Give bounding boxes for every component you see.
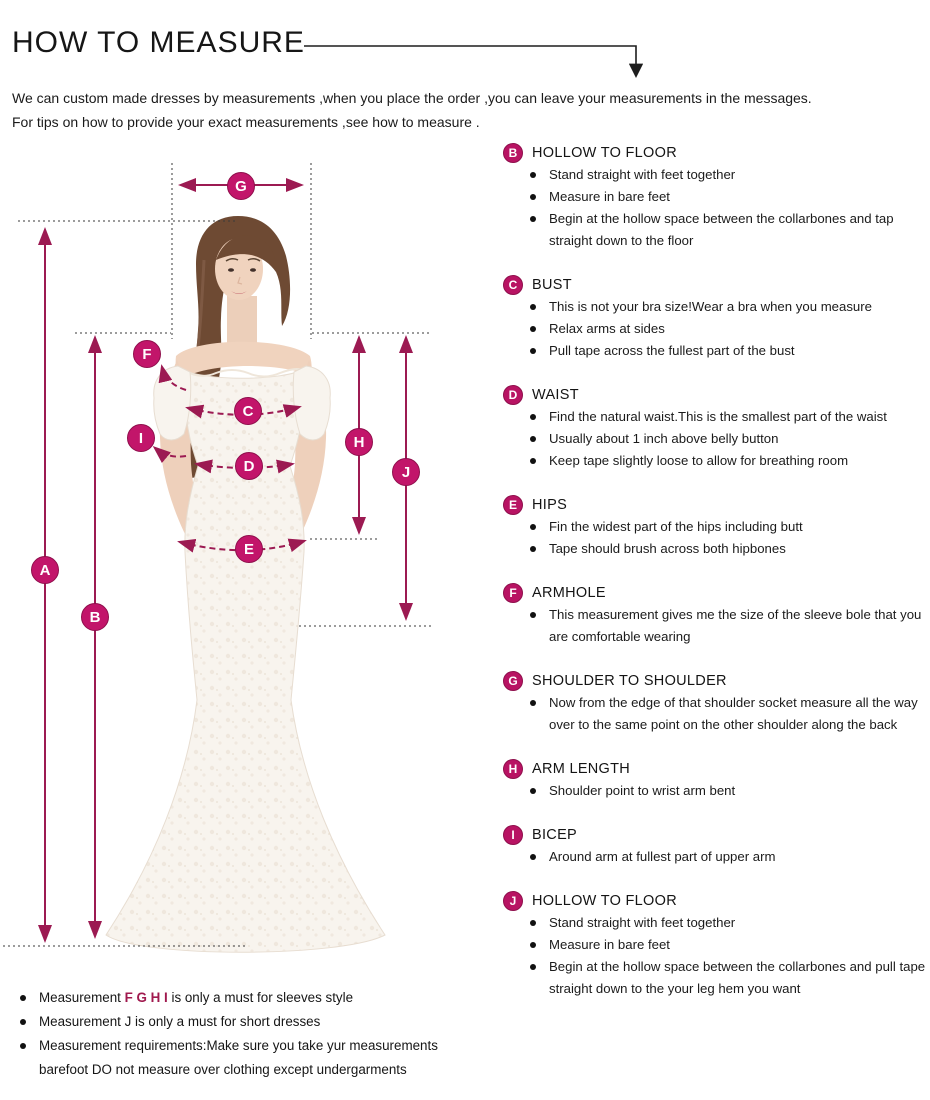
page-title: HOW TO MEASURE [12,26,305,59]
bullet-dot [530,524,536,530]
diagram-label-i: I [127,424,155,452]
diagram-label-h: H [345,428,373,456]
note-sleeves-style: Measurement F G H I is only a must for sleeves style [20,986,470,1010]
highlight-letters: F G H I [124,990,168,1005]
diagram-label-d: D [235,452,263,480]
list-item: Stand straight with feet together [530,164,930,186]
intro-text [12,86,912,134]
bullet-dot [530,546,536,552]
list-item: Fin the widest part of the hips including butt [530,516,930,538]
section-badge-h: H [503,759,523,779]
section-armhole [503,582,930,648]
section-title: HOLLOW TO FLOOR [532,145,677,161]
bullet-dot [20,1043,26,1049]
intro-line-2: For tips on how to provide your exact measurements ,see how to measure . [12,114,480,130]
section-badge-d: D [503,385,523,405]
bullet-dot [530,172,536,178]
list-item: Pull tape across the fullest part of the bust [530,340,930,362]
list-item: Stand straight with feet together [530,912,930,934]
list-item: Tape should brush across both hipbones [530,538,930,560]
dashed-arrows [155,367,304,550]
list-item: This is not your bra size!Wear a bra when you measure [530,296,930,318]
section-hollow-to-floor-j [503,890,930,1000]
bullet-dot [530,304,536,310]
section-badge-e: E [503,495,523,515]
section-arm-length [503,758,930,802]
list-item: Begin at the hollow space between the collarbones and pull tape straight down to the your leg hem you want [530,956,930,1000]
title-pointer-arrow [298,36,653,84]
measurement-notes [20,986,470,1082]
bullet-dot [530,788,536,794]
bullet-dot [530,326,536,332]
section-hollow-to-floor-b [503,142,930,252]
dotted-guides [3,163,433,946]
bullet-dot [530,964,536,970]
diagram-label-c: C [234,397,262,425]
section-bust [503,274,930,362]
diagram-label-g: G [227,172,255,200]
bullet-dot [20,995,26,1001]
note-short-dresses: Measurement J is only a must for short dresses [20,1010,470,1034]
list-item: Shoulder point to wrist arm bent [530,780,930,802]
diagram-label-b: B [81,603,109,631]
measurement-instructions [503,142,930,1022]
note-requirements: Measurement requirements:Make sure you take yur measurements barefoot DO not measure over clothing except undergarments [20,1034,470,1082]
section-title: BICEP [532,827,578,843]
diagram-label-e: E [235,535,263,563]
section-title: HIPS [532,497,568,513]
section-badge-g: G [503,671,523,691]
section-title: ARMHOLE [532,585,606,601]
intro-line-1: We can custom made dresses by measurements ,when you place the order ,you can leave your measurements in the messages. [12,90,812,106]
bullet-dot [530,348,536,354]
diagram-label-j: J [392,458,420,486]
section-shoulder-to-shoulder [503,670,930,736]
section-title: BUST [532,277,572,293]
solid-arrows [45,185,406,940]
section-badge-b: B [503,143,523,163]
bullet-dot [530,942,536,948]
diagram-label-f: F [133,340,161,368]
list-item: Around arm at fullest part of upper arm [530,846,930,868]
diagram-label-a: A [31,556,59,584]
list-item: Begin at the hollow space between the collarbones and tap straight down to the floor [530,208,930,252]
section-badge-c: C [503,275,523,295]
measurement-diagram [0,140,480,972]
bullet-dot [20,1019,26,1025]
section-badge-j: J [503,891,523,911]
section-bicep [503,824,930,868]
bullet-dot [530,194,536,200]
bullet-dot [530,854,536,860]
bullet-dot [530,414,536,420]
list-item: Keep tape slightly loose to allow for breathing room [530,450,930,472]
bullet-dot [530,436,536,442]
bullet-dot [530,216,536,222]
list-item: Usually about 1 inch above belly button [530,428,930,450]
list-item: Now from the edge of that shoulder socket measure all the way over to the same point on the other shoulder along the back [530,692,930,736]
section-hips [503,494,930,560]
list-item: Find the natural waist.This is the smallest part of the waist [530,406,930,428]
list-item: This measurement gives me the size of the sleeve bole that you are comfortable wearing [530,604,930,648]
section-waist [503,384,930,472]
list-item: Measure in bare feet [530,934,930,956]
list-item: Relax arms at sides [530,318,930,340]
section-title: ARM LENGTH [532,761,631,777]
section-title: HOLLOW TO FLOOR [532,893,677,909]
bullet-dot [530,458,536,464]
section-badge-i: I [503,825,523,845]
bullet-dot [530,612,536,618]
section-badge-f: F [503,583,523,603]
section-title: SHOULDER TO SHOULDER [532,673,727,689]
bullet-dot [530,700,536,706]
bullet-dot [530,920,536,926]
list-item: Measure in bare feet [530,186,930,208]
section-title: WAIST [532,387,579,403]
